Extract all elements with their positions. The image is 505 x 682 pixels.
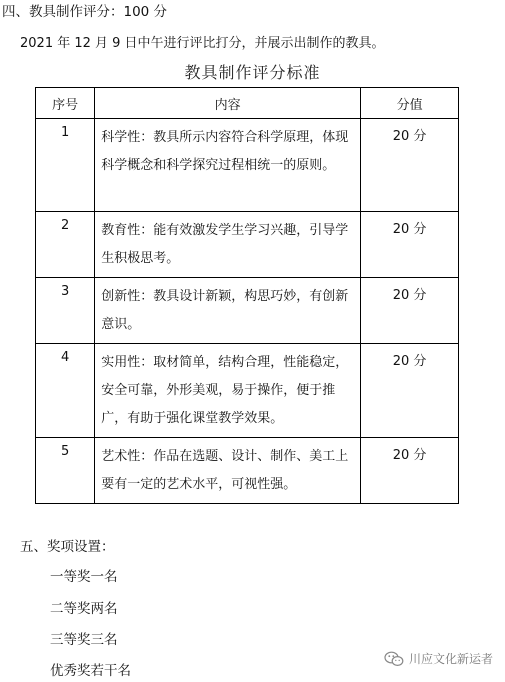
table-header-row — [36, 88, 459, 119]
row-score: 20 分 — [361, 344, 459, 438]
table-row — [36, 278, 459, 344]
row-content: 艺术性：作品在选题、设计、制作、美工上要有一定的艺术水平，可视性强。 — [95, 438, 361, 504]
wechat-icon — [384, 651, 404, 667]
table-row — [36, 344, 459, 438]
section-heading: 五、奖项设置： — [20, 539, 115, 555]
event-date-line: 2021 年 12 月 9 日中午进行评比打分，并展示出制作的教具。 — [20, 36, 385, 51]
watermark-text: 川应文化新运者 — [408, 652, 493, 666]
award-item: 三等奖三名 — [50, 632, 118, 648]
header-index: 序号 — [36, 88, 95, 119]
row-index: 2 — [36, 212, 95, 278]
row-score: 20 分 — [361, 212, 459, 278]
watermark — [384, 650, 493, 667]
row-index: 5 — [36, 438, 95, 504]
table-row — [36, 119, 459, 212]
row-score: 20 分 — [361, 119, 459, 212]
row-content: 创新性：教具设计新颖，构思巧妙，有创新意识。 — [95, 278, 361, 344]
table-caption: 教具制作评分标准 — [184, 63, 321, 82]
row-score: 20 分 — [361, 278, 459, 344]
row-index: 1 — [36, 119, 95, 212]
header-score: 分值 — [361, 88, 459, 119]
table-row — [36, 212, 459, 278]
row-content: 科学性：教具所示内容符合科学原理，体现科学概念和科学探究过程相统一的原则。 — [95, 119, 361, 212]
row-content: 实用性：取材简单，结构合理，性能稳定，安全可靠，外形美观，易于操作，便于推广，有助于强化课堂教学效果。 — [95, 344, 361, 438]
award-item: 二等奖两名 — [50, 601, 118, 617]
row-index: 4 — [36, 344, 95, 438]
section-heading: 四、教具制作评分：100 分 — [2, 4, 168, 20]
row-index: 3 — [36, 278, 95, 344]
award-item: 优秀奖若干名 — [50, 663, 131, 679]
scoring-table — [35, 87, 459, 504]
row-score: 20 分 — [361, 438, 459, 504]
row-content: 教育性：能有效激发学生学习兴趣，引导学生积极思考。 — [95, 212, 361, 278]
award-item: 一等奖一名 — [50, 569, 118, 585]
table-row — [36, 438, 459, 504]
header-content: 内容 — [95, 88, 361, 119]
